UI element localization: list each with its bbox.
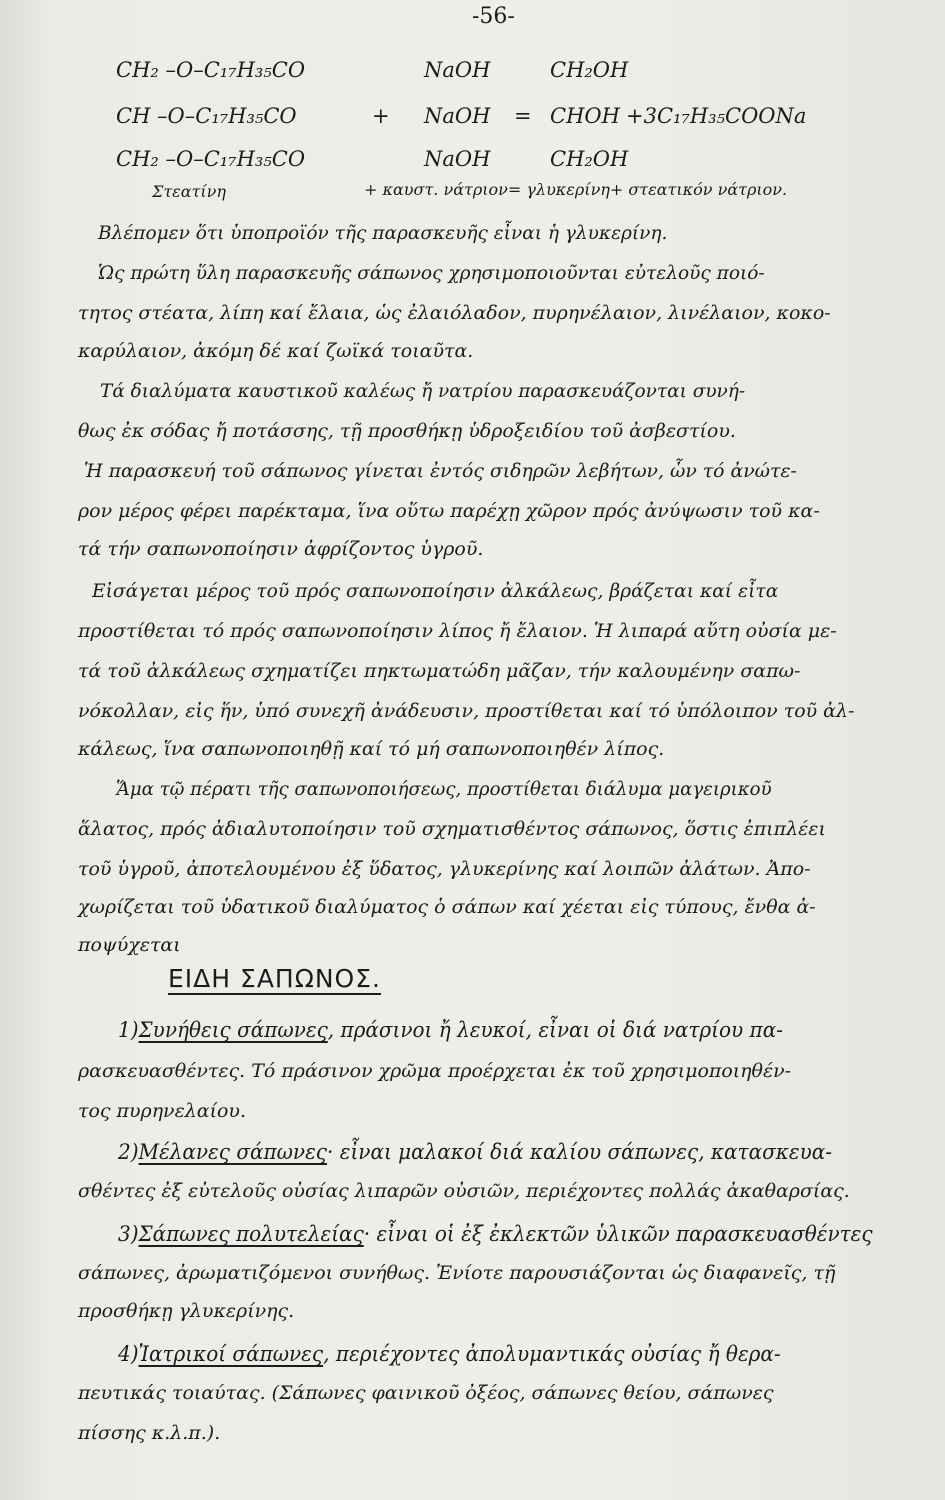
soap-type-4 [118,1342,942,1366]
reaction-reagent-3: NaOH [424,147,491,171]
soap-type-2 [118,1140,942,1164]
text-line: θως ἐκ σόδας ἤ ποτάσσης, τῇ προσθήκῃ ὑδροξειδίου τοῦ ἀσβεστίου. [78,420,736,442]
text-line: τος πυρηνελαίου. [78,1100,246,1122]
reaction-reagent-2: NaOH [424,104,491,128]
text-line: Τά διαλύματα καυστικοῦ καλέως ἤ νατρίου παρασκευάζονται συνή- [100,380,746,402]
soap-type-text: · εἶναι μαλακοί διά καλίου σάπωνες, κατασκευα- [327,1140,832,1164]
reaction-left-line-2: CH –O–C₁₇H₃₅CO [116,104,297,128]
reaction-product-2: CHOH [550,104,620,128]
text-line: ποψύχεται [78,934,181,956]
text-line: σάπωνες, ἀρωματιζόμενοι συνήθως. Ἐνίοτε παρουσιάζονται ὡς διαφανεῖς, τῇ [78,1262,836,1284]
text-line: Ὡς πρώτη ὕλη παρασκευῆς σάπωνος χρησιμοποιοῦνται εὐτελοῦς ποιό- [98,262,765,284]
text-line: κάλεως, ἵνα σαπωνοποιηθῇ καί τό μή σαπωνοποιηθέν λίπος. [78,738,665,760]
soap-type-text: · εἶναι οἱ ἐξ ἐκλεκτῶν ὑλικῶν παρασκευασθέντες [363,1222,873,1246]
text-line: Εἰσάγεται μέρος τοῦ πρός σαπωνοποίησιν ἀλκάλεως, βράζεται καί εἶτα [92,580,779,602]
reaction-product-1: CH₂OH [550,58,629,82]
text-line: χωρίζεται τοῦ ὑδατικοῦ διαλύματος ὁ σάπων καί χέεται εἰς τύπους, ἔνθα ἀ- [78,896,816,918]
reaction-caption-right: + καυστ. νάτριον= γλυκερίνη+ στεατικόν νάτριον. [364,180,788,199]
reaction-equals: = [514,104,532,128]
soap-type-number: 4) [118,1342,139,1366]
text-line: Ἡ παρασκευή τοῦ σάπωνος γίνεται ἐντός σιδηρῶν λεβήτων, ὧν τό ἀνώτε- [84,460,797,482]
soap-type-3 [118,1222,942,1246]
reaction-reagent-1: NaOH [424,58,491,82]
soap-type-term: Μέλανες σάπωνες [138,1140,328,1164]
text-line: προσθήκῃ γλυκερίνης. [78,1300,295,1322]
text-line: τά τοῦ ἀλκάλεως σχηματίζει πηκτωματώδη μᾶζαν, τήν καλουμένην σαπω- [78,660,801,682]
reaction-caption-left: Στεατίνη [152,182,226,201]
text-line: καρύλαιον, ἀκόμη δέ καί ζωϊκά τοιαῦτα. [78,340,474,362]
reaction-left-line-1: CH₂ –O–C₁₇H₃₅CO [116,58,306,82]
section-heading: ΕΙΔΗ ΣΑΠΩΝΟΣ. [168,964,381,993]
text-line: σθέντες ἐξ εὐτελοῦς οὐσίας λιπαρῶν οὐσιῶν, περιέχοντες πολλάς ἀκαθαρσίας. [78,1180,850,1202]
text-line: ρασκευασθέντες. Τό πράσινον χρῶμα προέρχεται ἐκ τοῦ χρησιμοποιηθέν- [78,1060,792,1082]
soap-type-term: Ἰατρικοί σάπωνες [138,1342,324,1366]
text-line: τητος στέατα, λίπη καί ἔλαια, ὡς ἐλαιόλαδον, πυρηνέλαιον, λινέλαιον, κοκο- [78,302,831,324]
text-line: Βλέπομεν ὅτι ὑποπροϊόν τῆς παρασκευῆς εἶναι ἡ γλυκερίνη. [98,222,668,244]
page-number: -56- [472,4,515,29]
text-line: τοῦ ὑγροῦ, ἀποτελουμένου ἐξ ὕδατος, γλυκερίνης καί λοιπῶν ἀλάτων. Ἀπο- [78,858,811,880]
text-line: πευτικάς τοιαύτας. (Σάπωνες φαινικοῦ ὀξέος, σάπωνες θείου, σάπωνες [78,1382,774,1404]
text-line: ἅλατος, πρός ἀδιαλυτοποίησιν τοῦ σχηματισθέντος σάπωνος, ὅστις ἐπιπλέει [78,818,826,840]
text-line: προστίθεται τό πρός σαπωνοποίησιν λίπος ἤ ἔλαιον. Ἡ λιπαρά αὕτη οὐσία με- [78,620,837,642]
soap-type-1 [118,1018,942,1042]
reaction-extra-product: +3C₁₇H₃₅COONa [626,104,807,128]
text-line: Ἅμα τῷ πέρατι τῆς σαπωνοποιήσεως, προστίθεται διάλυμα μαγειρικοῦ [116,778,772,800]
soap-type-term: Συνήθεις σάπωνες [138,1018,328,1042]
soap-type-term: Σάπωνες πολυτελείας [138,1222,364,1246]
text-line: τά τήν σαπωνοποίησιν ἀφρίζοντος ὑγροῦ. [78,538,484,560]
soap-type-text: , πράσινοι ἤ λευκοί, εἶναι οἱ διά νατρίου πα- [327,1018,783,1042]
reaction-plus: + [372,104,390,128]
reaction-product-3: CH₂OH [550,147,629,171]
text-line: νόκολλαν, εἰς ἥν, ὑπό συνεχῆ ἀνάδευσιν, προστίθεται καί τό ὑπόλοιπον τοῦ ἀλ- [78,700,855,722]
soap-type-number: 2) [118,1140,139,1164]
soap-type-number: 3) [118,1222,139,1246]
text-line: πίσσης κ.λ.π.). [78,1422,221,1444]
soap-type-text: , περιέχοντες ἀπολυμαντικάς οὐσίας ἤ θερα- [323,1342,781,1366]
reaction-left-line-3: CH₂ –O–C₁₇H₃₅CO [116,147,306,171]
text-line: ρον μέρος φέρει παρέκταμα, ἵνα οὕτω παρέχῃ χῶρον πρός ἀνύψωσιν τοῦ κα- [78,500,820,522]
soap-type-number: 1) [118,1018,139,1042]
